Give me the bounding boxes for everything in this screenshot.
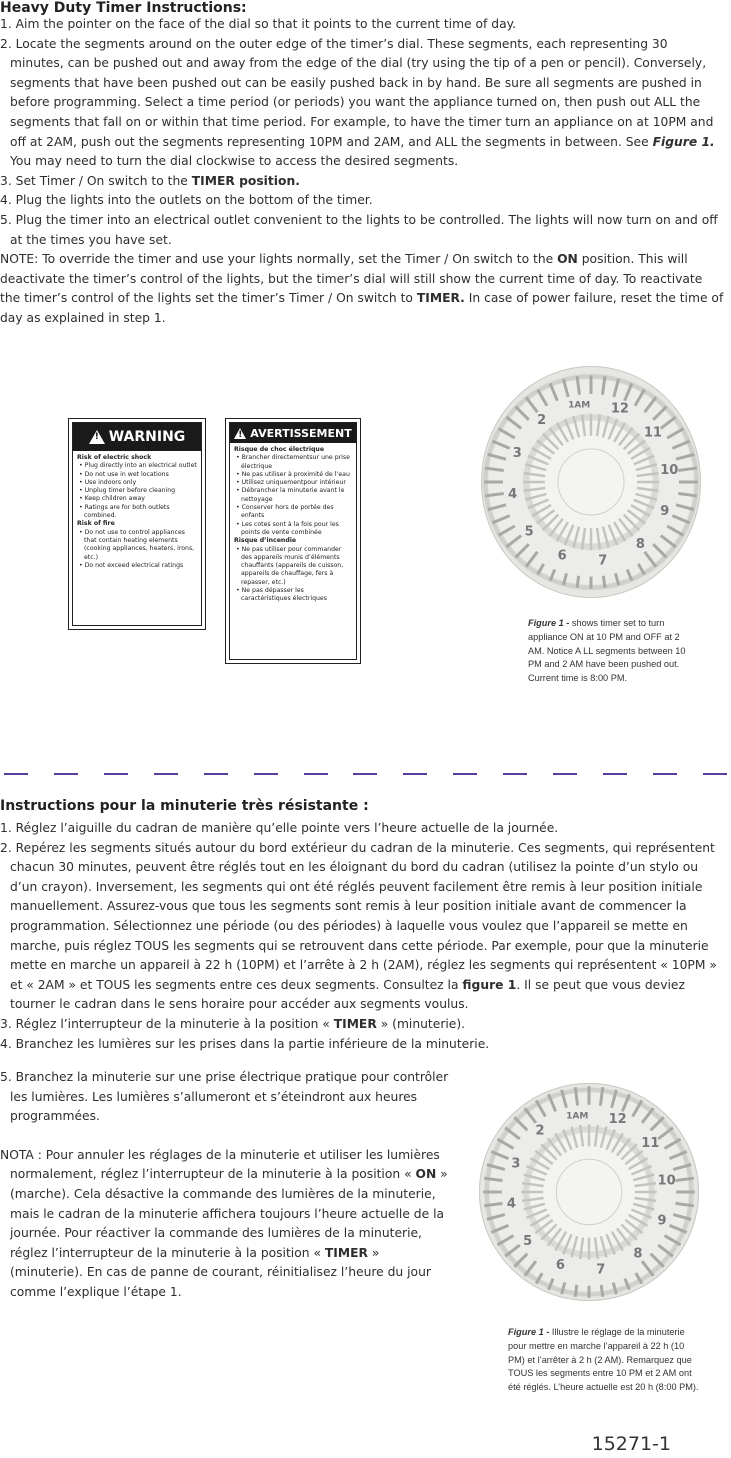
dial-segment xyxy=(615,573,618,585)
dial-segment xyxy=(633,1100,642,1116)
french-instructions-narrow xyxy=(0,1068,455,1303)
dial-segment xyxy=(642,1108,653,1123)
dial-segment xyxy=(484,1203,502,1205)
avertissement-shock-item: • Ne pas utiliser à proximité de l’eau xyxy=(236,470,350,478)
dial-segment xyxy=(658,1245,673,1256)
dial-segment xyxy=(488,454,506,459)
warning-fire-item: • Do not use to control appliances that contain heating elements (cooking appliances, heaters, irons, etc.) xyxy=(79,528,195,561)
dial-segment xyxy=(625,1279,630,1290)
dial-segment xyxy=(536,1273,542,1283)
dial-segment xyxy=(672,441,689,448)
dial-numeral: 10 xyxy=(660,463,679,479)
dial-segment xyxy=(665,1236,681,1245)
dial-segment xyxy=(673,1165,691,1170)
french-title: Instructions pour la minuterie très résistante : xyxy=(0,798,369,814)
dial-segment xyxy=(676,454,694,459)
dial-segment xyxy=(667,429,683,438)
english-note-timer: TIMER. xyxy=(416,291,465,306)
dial-slot xyxy=(525,494,546,500)
dial-slot xyxy=(631,1210,651,1218)
dial-slot xyxy=(524,1204,545,1210)
warning-label-inner xyxy=(72,422,202,626)
avertissement-header-text: AVERTISSEMENT xyxy=(250,426,352,440)
warning-shock-item: • Plug directly into an electrical outlet xyxy=(79,462,197,470)
dial-segment xyxy=(622,1094,629,1111)
dial-segment xyxy=(562,1090,567,1108)
dial-slot xyxy=(582,414,585,436)
dial-segment xyxy=(487,1165,505,1170)
dial-slot xyxy=(634,1198,656,1201)
dial-segment xyxy=(601,1285,603,1297)
warning-shock-item: • Use indoors only xyxy=(79,478,137,486)
dial-segment xyxy=(505,1245,520,1256)
dial-segment xyxy=(665,1139,681,1148)
french-step-2-text: 2. Repérez les segments situés autour du bord extérieur du cadran de la minuterie. Ces segments, qui représentent chacun 30 minutes, peuvent être réglés tout en les éloignant du bord du cadran (utilisez la pointe d’un stylo ou d’un crayon). Inversement, les segments qui ont été réglés peuvent facilement être remis à leur position initiale manuellement. Assurez-vous que tous les segments sont remis à leur position initiale avant de commencer la programmation. Sélectionnez une période (ou des périodes) à laquelle vous voulez que l’appareil se mette en marche, puis réglez TOUS les segments qui se retrouvent dans cette période. Par exemple, pour que la minuterie mette en marche un appareil à 22 h (10PM) et l’arrête à 2 h (2AM), réglez les segments qui représentent « 10PM » et « 2AM » et TOUS les segments entre ces deux segments. Consultez la xyxy=(0,840,717,992)
dial-segment xyxy=(661,536,676,547)
dial-segment xyxy=(678,468,697,470)
dial-segment xyxy=(651,1254,664,1267)
dial-segment xyxy=(499,429,515,438)
french-note-b: » (marche). Cela désactive la commande des lumières de la minuterie, mais le cadran de la minuterie affichera toujours l’heure actuelle de la journée. Pour réactiver la commande des lumières de la minuterie, réglez l’interrupteur de la minuterie à la position « xyxy=(10,1167,448,1260)
dial-slot xyxy=(636,464,657,470)
dial-segment xyxy=(575,1285,577,1297)
dial-segment xyxy=(484,1178,502,1180)
english-step-3 xyxy=(0,172,725,192)
dial-slot xyxy=(582,528,585,550)
dial-segment xyxy=(526,397,537,412)
french-note xyxy=(0,1146,455,1303)
dial-numeral: 7 xyxy=(596,1262,606,1278)
dial-slot xyxy=(636,494,657,500)
french-step-4: 4. Branchez les lumières sur les prises dans la partie inférieure de la minuterie. xyxy=(0,1036,490,1051)
dial-slot xyxy=(607,1234,615,1254)
dial-slot xyxy=(522,1198,544,1201)
dial-slot xyxy=(580,1237,583,1259)
dial-segment xyxy=(658,1128,673,1139)
dial-slot xyxy=(573,416,579,437)
dial-segment xyxy=(613,1283,616,1295)
dial-slot xyxy=(527,1166,547,1174)
english-note-c: In case of power failure, reset the time of day as explained in step 1. xyxy=(0,291,724,325)
dial-graphic-fr xyxy=(479,1083,699,1301)
dial-numeral: 8 xyxy=(635,536,645,552)
document-number: 15271-1 xyxy=(591,1433,671,1455)
dial-segment xyxy=(670,1152,687,1159)
dial-numeral: 2 xyxy=(535,1123,545,1139)
dial-graphic xyxy=(481,366,701,598)
dial-slot xyxy=(572,1236,578,1257)
dial-slot xyxy=(634,456,654,464)
dial-segment xyxy=(526,552,537,567)
avertissement-fire-item: • Ne pas dépasser les caractéristiques électriques xyxy=(236,587,327,603)
avertissement-header xyxy=(230,423,356,443)
dial-segment xyxy=(673,1215,691,1220)
dial-slot xyxy=(528,500,548,508)
warning-fire-item: • Do not exceed electrical ratings xyxy=(79,561,184,569)
dial-segment xyxy=(563,379,568,397)
dial-slot xyxy=(631,1166,651,1174)
dial-segment xyxy=(549,1094,556,1111)
dial-segment xyxy=(577,576,579,588)
dial-slot xyxy=(637,488,659,491)
french-step-2-tail: . Il se peut que vous deviez tourner le cadran dans le sens horaire pour accéder aux segments voulus. xyxy=(10,977,685,1012)
dial-segment xyxy=(550,383,557,400)
dial-numeral: 6 xyxy=(555,1258,565,1274)
dial-numeral: 5 xyxy=(524,524,534,540)
avertissement-label-inner xyxy=(229,422,357,660)
dial-segment xyxy=(602,376,604,395)
english-figure-caption xyxy=(528,617,693,686)
dial-segment xyxy=(661,417,676,428)
dial-segment xyxy=(645,397,656,412)
dial-segment xyxy=(672,516,689,523)
dial-slot xyxy=(573,527,579,548)
dial-segment xyxy=(625,383,632,400)
english-caption-text: shows timer set to turn appliance ON at 10 PM and OFF at 2 AM. Notice A LL segments between 10 PM and 2 AM have been pushed out. Current time is 8:00 PM. xyxy=(528,618,686,684)
warning-header xyxy=(73,423,201,451)
english-note-b: position. This will deactivate the timer’s control of the lights, but the timer’s dial will still show the current time of day. To reactivate the timer’s control of the lights set the timer’s Timer / On switch to xyxy=(0,252,703,306)
dial-slot xyxy=(633,1204,654,1210)
dial-numeral: 2 xyxy=(537,413,547,429)
dial-segment xyxy=(497,1236,513,1245)
dial-segment xyxy=(516,544,529,557)
dial-segment xyxy=(516,407,529,420)
dial-segment xyxy=(675,1178,693,1180)
dial-segment xyxy=(485,468,504,470)
dial-segment xyxy=(667,526,683,535)
dial-segment xyxy=(653,407,666,420)
english-step-2 xyxy=(0,35,725,172)
dial-slot xyxy=(607,1130,615,1150)
avertissement-fire-item: • Ne pas utiliser pour commander des appareils munis d’éléments chauffants (appareils de cuisson, appareils de chauffage, fers à repasser, etc.) xyxy=(236,545,344,586)
english-instructions xyxy=(0,15,725,329)
dial-numeral: 7 xyxy=(598,553,608,569)
french-instructions xyxy=(0,819,725,1054)
dial-segment xyxy=(514,1117,527,1130)
french-caption-label: Figure 1 - xyxy=(508,1327,550,1337)
dial-slot xyxy=(634,1183,656,1186)
warning-shock-item: • Keep children away xyxy=(79,495,145,503)
avertissement-shock-item: • Brancher directementsur une prise électrique xyxy=(236,454,350,470)
french-step-5: 5. Branchez la minuterie sur une prise électrique pratique pour contrôler les lumières. Les lumières s’allumeront et s’éteindront aux heures programmées. xyxy=(0,1070,449,1124)
dial-segment xyxy=(506,536,521,547)
dial-segment xyxy=(670,1225,687,1232)
dial-segment xyxy=(538,564,544,574)
dial-slot xyxy=(609,525,617,545)
english-note xyxy=(0,250,725,328)
french-caption-text: Illustre le réglage de la minuterie pour mettre en marche l’appareil à 22 h (10 PM) et l’arrêter à 2 h (2 AM). Remarquez que TOUS les segments entre 10 PM et 2 AM ont été réglés. L’heure actuelle est 20 h (8:00 PM). xyxy=(508,1327,699,1393)
dial-segment xyxy=(491,1225,508,1232)
dial-slot xyxy=(524,1175,545,1181)
dial-segment xyxy=(612,1090,617,1108)
avertissement-shock-item: • Utilisez uniquementpour intérieur xyxy=(236,479,346,487)
dial-segment xyxy=(525,1108,536,1123)
timer-dial-figure-fr xyxy=(479,1083,699,1301)
dial-segment xyxy=(549,1279,554,1290)
dial-numeral: 9 xyxy=(660,503,670,519)
avertissement-label xyxy=(225,418,361,664)
dial-segment xyxy=(538,390,547,406)
dial-numeral: 6 xyxy=(557,548,567,564)
dial-segment xyxy=(488,505,506,510)
dial-segment xyxy=(651,1117,664,1130)
french-step-3 xyxy=(0,1015,725,1035)
dial-segment xyxy=(575,1087,577,1105)
avertissement-shock-heading: Risque de choc électrique xyxy=(234,446,325,453)
dial-slot xyxy=(595,1237,598,1259)
dial-slot xyxy=(523,473,545,476)
dial-segment xyxy=(653,544,666,557)
avertissement-shock-item: • Conserver hors de portée des enfants xyxy=(236,504,334,520)
dial-slot xyxy=(603,416,609,437)
dial-segment xyxy=(676,505,694,510)
dial-segment xyxy=(635,390,644,406)
english-step-1: 1. Aim the pointer on the face of the dial so that it points to the current time of day. xyxy=(0,17,517,31)
dial-slot xyxy=(595,1125,598,1147)
dial-slot xyxy=(565,525,573,545)
dial-slot xyxy=(527,1210,547,1218)
french-figure-reference: figure 1 xyxy=(462,977,517,992)
dial-numeral: 3 xyxy=(512,446,522,462)
dial-segment xyxy=(603,576,605,588)
dial-numeral: 10 xyxy=(657,1173,676,1189)
dial-segment xyxy=(645,552,656,567)
dial-segment xyxy=(505,1128,520,1139)
dial-segment xyxy=(499,526,515,535)
dial-segment xyxy=(636,1273,642,1283)
french-step-3-timer: TIMER xyxy=(333,1016,377,1031)
dial-slot xyxy=(522,1183,544,1186)
english-step-2-text: 2. Locate the segments around on the outer edge of the timer’s dial. These segments, each representing 30 minutes, can be pushed out and away from the edge of the dial (try using the tip of a pen or pencil). Conversely, segments that have been pushed out can be easily pushed back in by hand. Be sure all segments are pushed in before programming. Select a time period (or periods) you want the appliance turned on, then push out ALL the segments that fall on or within that time period. For example, to have the timer turn an appliance on at 10PM and off at 2AM, push out the segments representing 10PM and 2AM, and ALL the segments in between. See xyxy=(0,36,714,149)
avertissement-triangle-icon xyxy=(234,428,246,439)
dial-numeral: 8 xyxy=(633,1246,643,1262)
dial-segment xyxy=(525,1261,536,1276)
warning-shock-heading: Risk of electric shock xyxy=(77,454,152,461)
timer-dial-figure xyxy=(481,366,701,598)
dial-segment xyxy=(514,1254,527,1267)
warning-shock-item: • Ratings are for both outlets combined. xyxy=(79,503,170,520)
french-step-2 xyxy=(0,839,725,1015)
dial-numeral: 11 xyxy=(641,1136,660,1152)
dial-segment xyxy=(678,493,697,495)
warning-shock-item: • Unplug timer before cleaning xyxy=(79,487,176,495)
english-step-5: 5. Plug the timer into an electrical outlet convenient to the lights to be controlled. The lights will now turn on and off at the times you have set. xyxy=(0,212,718,247)
dial-segment xyxy=(485,493,504,495)
dial-segment xyxy=(614,379,619,397)
french-note-timer: TIMER xyxy=(324,1245,368,1260)
dial-segment xyxy=(627,569,632,580)
dial-segment xyxy=(497,1139,513,1148)
dial-numeral: 5 xyxy=(523,1233,533,1249)
dial-slot xyxy=(563,1234,571,1254)
dial-slot xyxy=(563,1130,571,1150)
dial-segment xyxy=(563,573,566,585)
english-step-2-tail: You may need to turn the dial clockwise to access the desired segments. xyxy=(10,154,459,169)
dial-slot xyxy=(634,500,654,508)
dial-slot xyxy=(580,1125,583,1147)
dial-slot xyxy=(603,527,609,548)
dial-center xyxy=(556,1159,621,1224)
dial-numeral: 3 xyxy=(511,1156,521,1172)
dial-segment xyxy=(492,516,509,523)
dial-segment xyxy=(536,1100,545,1116)
warning-fire-heading: Risk of fire xyxy=(77,520,115,528)
dial-slot xyxy=(601,1127,607,1148)
dial-numeral: 4 xyxy=(508,486,518,502)
warning-triangle-icon xyxy=(89,430,105,444)
dial-slot xyxy=(565,419,573,439)
dial-segment xyxy=(491,1152,508,1159)
dial-segment xyxy=(642,1261,653,1276)
timer-position-label: TIMER position. xyxy=(191,173,300,188)
english-step-3-text: 3. Set Timer / On switch to the xyxy=(0,173,188,188)
warning-body xyxy=(73,451,201,573)
dial-segment xyxy=(675,1203,693,1205)
dial-slot xyxy=(597,528,600,550)
french-note-c: » (minuterie). En cas de panne de courant, réinitialisez l’heure du jour comme l’explique l’étape 1. xyxy=(10,1245,431,1299)
english-note-a: NOTE: To override the timer and use your lights normally, set the Timer / On switch to the xyxy=(0,252,558,267)
dial-numeral: 4 xyxy=(506,1196,516,1212)
dial-slot xyxy=(633,1175,654,1181)
dial-slot xyxy=(637,473,659,476)
dial-numeral: 1AM xyxy=(568,400,591,411)
dial-numeral: 12 xyxy=(610,401,629,417)
french-note-a: NOTA : Pour annuler les réglages de la minuterie et utiliser les lumières normalement, réglez l’interrupteur de la minuterie à la position « xyxy=(0,1147,440,1182)
avertissement-shock-item: • Les cotes sont à la fois pour les points de vente combinée xyxy=(236,520,339,536)
dial-slot xyxy=(572,1127,578,1148)
dial-slot xyxy=(525,464,546,470)
dial-segment xyxy=(562,1283,565,1295)
warning-header-text: WARNING xyxy=(108,429,186,445)
english-title: Heavy Duty Timer Instructions: xyxy=(0,0,247,16)
dial-slot xyxy=(523,488,545,491)
french-figure-caption xyxy=(508,1326,703,1395)
warning-label xyxy=(68,418,206,630)
french-note-on: ON xyxy=(415,1167,437,1182)
dial-slot xyxy=(601,1236,607,1257)
avertissement-body xyxy=(230,443,356,607)
french-step-1: 1. Réglez l’aiguille du cadran de manière qu’elle pointe vers l’heure actuelle de la journée. xyxy=(0,821,559,835)
french-step-3-a: 3. Réglez l’interrupteur de la minuterie à la position « xyxy=(0,1016,334,1031)
avertissement-fire-heading: Risque d’incendie xyxy=(234,537,297,545)
dial-segment xyxy=(638,564,644,574)
dial-segment xyxy=(506,417,521,428)
dial-segment xyxy=(600,1087,602,1105)
dial-numeral: 12 xyxy=(608,1111,627,1127)
english-step-4: 4. Plug the lights into the outlets on the bottom of the timer. xyxy=(0,193,373,208)
dial-segment xyxy=(487,1215,505,1220)
warning-shock-item: • Do not use in wet locations xyxy=(79,470,169,478)
dial-slot xyxy=(597,414,600,436)
dial-segment xyxy=(577,376,579,395)
dial-center xyxy=(558,449,624,515)
dial-numeral: 1AM xyxy=(566,1111,589,1122)
dial-segment xyxy=(492,441,509,448)
dial-numeral: 11 xyxy=(643,425,662,441)
avertissement-shock-item: • Débrancher la minuterie avant le nettoyage xyxy=(236,487,345,503)
section-divider xyxy=(0,773,731,775)
dial-slot xyxy=(609,419,617,439)
english-note-on: ON xyxy=(557,252,578,267)
dial-segment xyxy=(550,569,555,580)
figure-reference: Figure 1. xyxy=(652,134,715,149)
dial-slot xyxy=(528,456,548,464)
english-caption-label: Figure 1 - xyxy=(528,618,570,628)
dial-numeral: 9 xyxy=(657,1213,667,1229)
french-step-3-b: » (minuterie). xyxy=(376,1016,466,1031)
